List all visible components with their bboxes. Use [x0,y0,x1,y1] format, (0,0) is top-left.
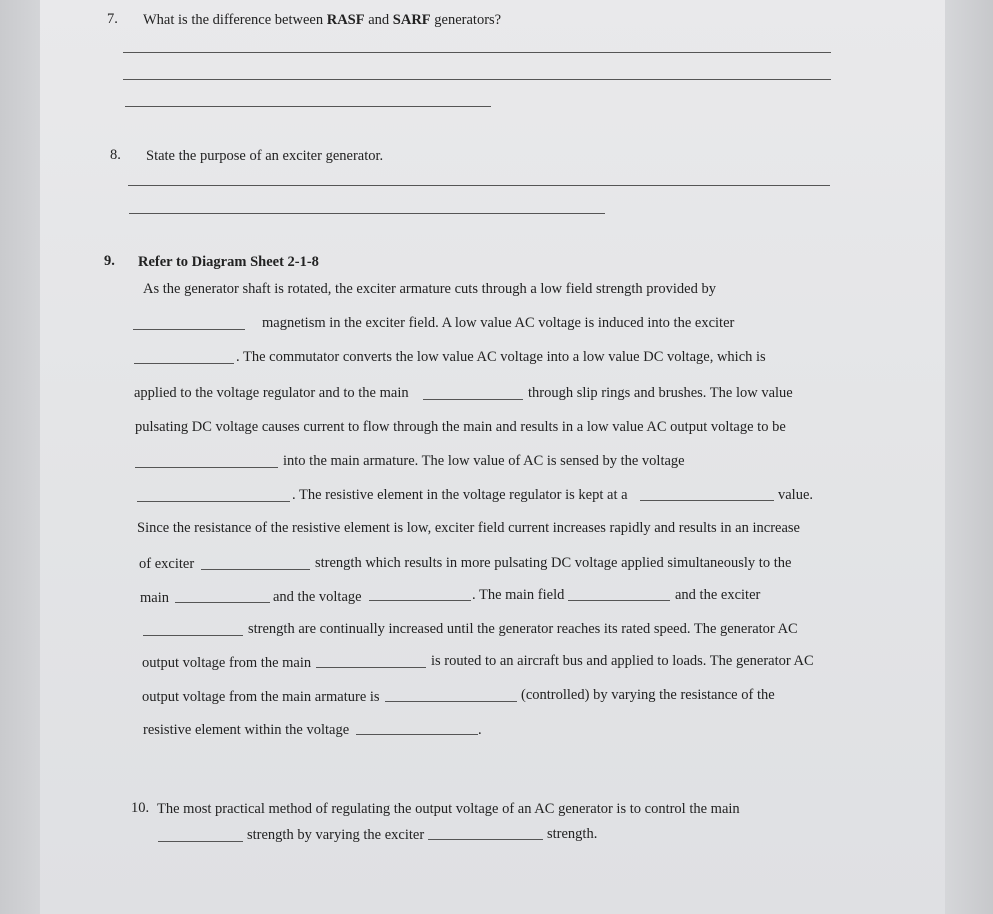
q9-blank-10[interactable] [568,600,670,601]
question-10-number: 10. [131,800,150,816]
q9-line-10d: and the exciter [675,587,761,603]
q9-line-4a: applied to the voltage regulator and to the main [134,385,409,401]
q9-line-14: resistive element within the voltage [143,722,350,738]
question-8-text: State the purpose of an exciter generator. [146,148,384,164]
q10-line-1: The most practical method of regulating the output voltage of an AC generator is to control the main [157,801,740,817]
q9-line-11: strength are continually increased until the generator reaches its rated speed. The generator AC [248,621,798,637]
q9-line-5: pulsating DC voltage causes current to flow through the main and results in a low value AC output voltage to be [135,419,786,435]
q9-blank-14[interactable] [356,734,478,735]
q7-answer-line-1[interactable] [123,52,831,53]
q8-answer-line-2[interactable] [129,213,605,214]
q9-blank-5[interactable] [137,501,290,502]
q10-blank-2[interactable] [428,839,543,840]
question-9-heading: Refer to Diagram Sheet 2-1-8 [138,254,319,270]
question-7-text [143,11,501,29]
question-7-number: 7. [107,11,118,27]
q9-line-10a: main [140,590,169,606]
q9-line-10c: . The main field [472,587,565,603]
q9-blank-12[interactable] [316,667,426,668]
q9-line-13a: output voltage from the main armature is [142,689,380,705]
q10-blank-1[interactable] [158,841,243,842]
q9-line-8: Since the resistance of the resistive element is low, exciter field current increases rapidly and results in an increase [137,520,800,536]
q9-line-1: As the generator shaft is rotated, the exciter armature cuts through a low field strength provided by [143,281,716,297]
q9-blank-3[interactable] [423,399,523,400]
q9-blank-2[interactable] [134,363,234,364]
q9-line-4b: through slip rings and brushes. The low value [528,385,793,401]
q9-blank-8[interactable] [175,602,270,603]
question-9-number: 9. [104,253,115,269]
q7-answer-line-2[interactable] [123,79,831,80]
q9-line-7b: value. [778,487,814,503]
q9-blank-4[interactable] [135,467,278,468]
q9-line-10b: and the voltage [273,589,362,605]
q9-blank-9[interactable] [369,600,471,601]
q9-line-13b: (controlled) by varying the resistance of the [521,687,775,703]
q9-line-6: into the main armature. The low value of AC is sensed by the voltage [283,453,685,469]
q7-sarf: SARF [392,12,431,28]
q9-blank-13[interactable] [385,701,517,702]
q10-line-2a: strength by varying the exciter [247,827,425,843]
q9-line-14-end: . [478,722,482,738]
q9-blank-1[interactable] [133,329,245,330]
q9-line-2: magnetism in the exciter field. A low value AC voltage is induced into the exciter [262,315,735,331]
question-8-number: 8. [110,147,121,163]
q9-line-7a: . The resistive element in the voltage regulator is kept at a [292,487,628,503]
q9-blank-7[interactable] [201,569,310,570]
q9-blank-11[interactable] [143,635,243,636]
q7-rasf: RASF [326,12,365,28]
q9-line-12b: is routed to an aircraft bus and applied to loads. The generator AC [431,653,814,669]
q7-text-pre: What is the difference between [143,12,327,28]
q9-line-12a: output voltage from the main [142,655,312,671]
q7-text-and: and [364,12,393,28]
q8-answer-line-1[interactable] [128,185,830,186]
q10-line-2b: strength. [547,826,598,842]
q9-line-3: . The commutator converts the low value AC voltage into a low value DC voltage, which is [236,349,766,365]
q9-blank-6[interactable] [640,500,774,501]
q7-answer-line-3[interactable] [125,106,491,107]
q9-line-9a: of exciter [139,556,195,572]
q7-text-post: generators? [430,12,502,28]
q9-line-9b: strength which results in more pulsating DC voltage applied simultaneously to the [315,555,792,571]
